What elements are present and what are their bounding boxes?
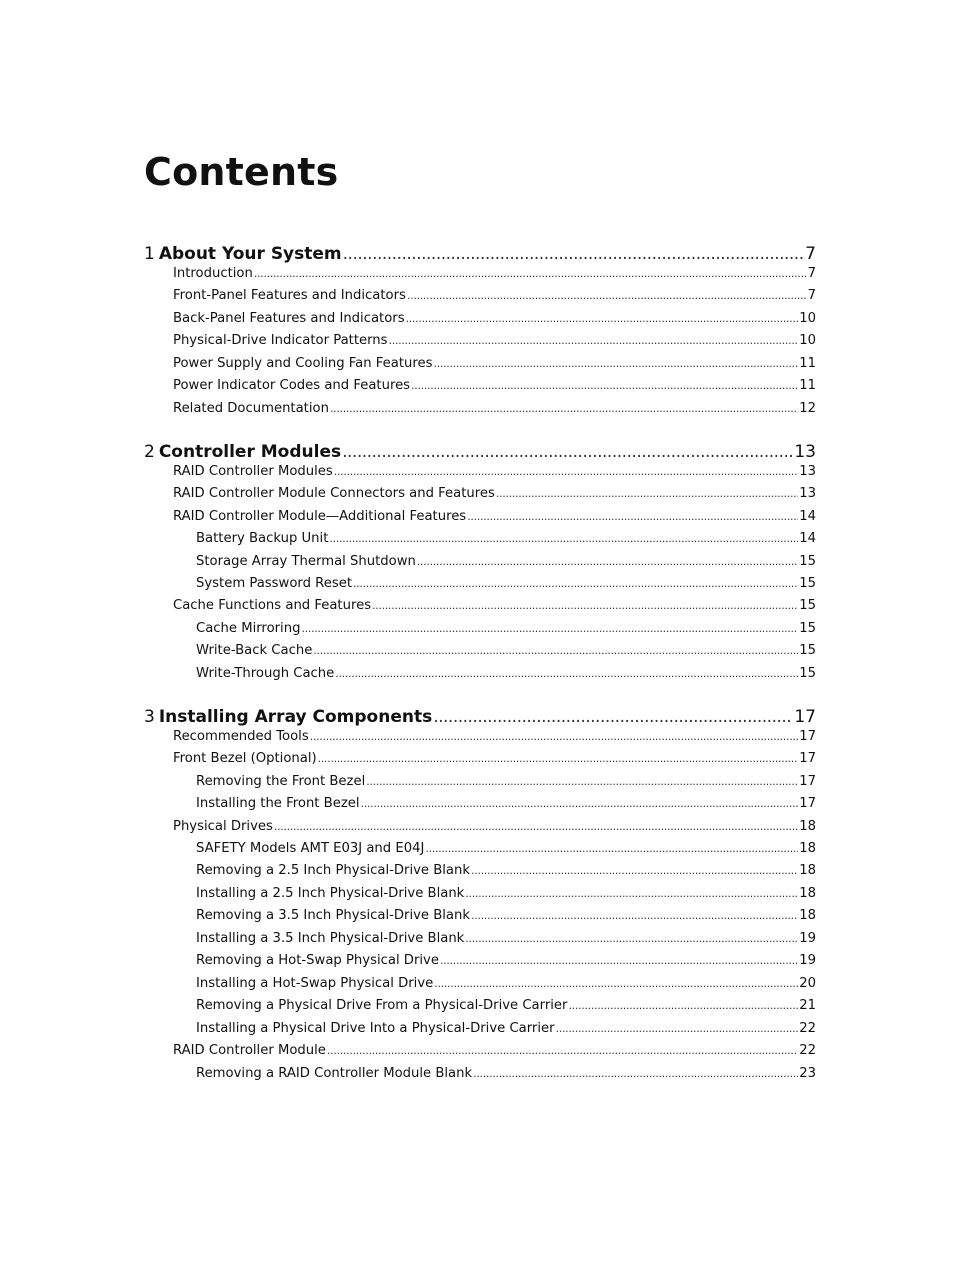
toc-entry[interactable] xyxy=(173,507,816,527)
toc-entry-title: Installing Array Components xyxy=(158,706,433,727)
toc-entry[interactable] xyxy=(196,951,816,971)
dot-leader xyxy=(434,354,799,374)
dot-leader xyxy=(417,552,798,572)
dot-leader xyxy=(407,286,807,306)
toc-entry-title: Storage Array Thermal Shutdown xyxy=(196,553,416,569)
toc-entry-title: Battery Backup Unit xyxy=(196,531,329,547)
toc-page-number: 15 xyxy=(799,575,816,591)
toc-entry-title: About Your System xyxy=(158,244,342,264)
toc-entry-title: Controller Modules xyxy=(158,441,342,462)
toc-entry-title: RAID Controller Module—Additional Features xyxy=(173,508,467,524)
dot-leader xyxy=(301,619,798,639)
toc-entry-title: Back-Panel Features and Indicators xyxy=(173,310,405,326)
chapter-number: 3 xyxy=(144,706,155,727)
dot-leader xyxy=(254,264,807,284)
toc-entry-title: Removing a Hot-Swap Physical Drive xyxy=(196,953,439,969)
toc-entry[interactable] xyxy=(196,974,816,994)
toc-entry[interactable] xyxy=(173,484,816,504)
toc-entry[interactable] xyxy=(196,794,816,814)
dot-leader xyxy=(433,705,793,729)
dot-leader xyxy=(471,906,798,926)
toc-entry-title: Installing the Front Bezel xyxy=(196,796,360,812)
toc-page-number: 14 xyxy=(799,508,816,524)
toc-entry-title: RAID Controller Modules xyxy=(173,463,333,479)
dot-leader xyxy=(389,331,799,351)
toc-entry[interactable] xyxy=(196,1064,816,1084)
toc-entry[interactable] xyxy=(196,552,816,572)
toc-page-number: 12 xyxy=(799,400,816,416)
toc-entry-title: RAID Controller Module Connectors and Features xyxy=(173,486,495,502)
dot-leader xyxy=(372,596,798,616)
toc-entry-title: Physical Drives xyxy=(173,818,273,834)
toc-entry[interactable] xyxy=(196,664,816,684)
toc-entry[interactable] xyxy=(196,884,816,904)
toc-page-number: 17 xyxy=(799,796,816,812)
toc-entry[interactable] xyxy=(196,861,816,881)
toc-page-number: 17 xyxy=(799,751,816,767)
toc-chapter[interactable] xyxy=(144,705,816,729)
toc-entry-title: Cache Mirroring xyxy=(196,620,301,636)
toc-entry[interactable] xyxy=(173,596,816,616)
toc-page-number: 20 xyxy=(799,975,816,991)
toc-entry-title: Removing a Physical Drive From a Physical-Drive Carrier xyxy=(196,998,568,1014)
toc-page-number: 22 xyxy=(799,1020,816,1036)
toc-page-number: 7 xyxy=(807,266,816,281)
dot-leader xyxy=(467,507,798,527)
toc-page-number: 19 xyxy=(799,930,816,946)
toc-entry[interactable] xyxy=(196,996,816,1016)
toc-page-number: 11 xyxy=(799,355,816,371)
dot-leader xyxy=(310,727,799,747)
toc-entry[interactable] xyxy=(196,574,816,594)
toc-page-number: 13 xyxy=(799,486,816,502)
toc-entry[interactable] xyxy=(173,727,816,747)
toc-page-number: 18 xyxy=(799,863,816,879)
chapter-number: 1 xyxy=(144,244,155,264)
dot-leader xyxy=(568,996,798,1016)
dot-leader xyxy=(556,1019,799,1039)
dot-leader xyxy=(342,440,793,464)
page-title: Contents xyxy=(144,150,339,194)
toc-page-number: 10 xyxy=(799,333,816,349)
toc-page-number: 23 xyxy=(799,1065,816,1081)
toc-page-number: 15 xyxy=(799,598,816,614)
toc-page-number: 10 xyxy=(799,310,816,326)
toc-page-number: 15 xyxy=(799,665,816,681)
dot-leader xyxy=(343,242,805,266)
dot-leader xyxy=(473,1064,798,1084)
toc-entry[interactable] xyxy=(196,929,816,949)
toc-entry-title: SAFETY Models AMT E03J and E04J xyxy=(196,841,425,856)
toc-entry-title: Related Documentation xyxy=(173,400,329,416)
dot-leader xyxy=(335,664,798,684)
dot-leader xyxy=(406,309,799,329)
toc-entry[interactable] xyxy=(196,529,816,549)
toc-entry-title: Introduction xyxy=(173,266,253,281)
toc-page-number: 15 xyxy=(799,620,816,636)
dot-leader xyxy=(366,772,798,792)
toc-page-number: 7 xyxy=(807,288,816,304)
toc-entry[interactable] xyxy=(196,839,816,859)
toc-entry[interactable] xyxy=(173,817,816,837)
toc-page-number: 7 xyxy=(805,244,816,264)
toc-entry[interactable] xyxy=(173,399,816,419)
toc-page-number: 18 xyxy=(799,885,816,901)
toc-chapter[interactable] xyxy=(144,242,816,266)
dot-leader xyxy=(330,399,798,419)
toc-entry-title: Write-Back Cache xyxy=(196,643,313,659)
dot-leader xyxy=(334,462,798,482)
toc-page-number: 18 xyxy=(799,908,816,924)
dot-leader xyxy=(411,376,798,396)
toc-entry[interactable] xyxy=(196,619,816,639)
toc-entry-title: Installing a 3.5 Inch Physical-Drive Blank xyxy=(196,930,465,946)
toc-entry-title: Power Indicator Codes and Features xyxy=(173,378,411,394)
chapter-number: 2 xyxy=(144,441,155,462)
toc-entry[interactable] xyxy=(196,1019,816,1039)
toc-entry-title: Write-Through Cache xyxy=(196,665,335,681)
dot-leader xyxy=(440,951,798,971)
toc-entry-title: System Password Reset xyxy=(196,575,352,591)
toc-page-number: 19 xyxy=(799,953,816,969)
toc-page-number: 21 xyxy=(799,998,816,1014)
toc-entry[interactable] xyxy=(173,1041,816,1061)
toc-entry-title: Physical-Drive Indicator Patterns xyxy=(173,333,388,349)
toc-entry[interactable] xyxy=(173,331,816,351)
dot-leader xyxy=(465,929,798,949)
toc-entry[interactable] xyxy=(173,462,816,482)
toc-page-number: 18 xyxy=(799,841,816,856)
toc-page-number: 11 xyxy=(799,378,816,394)
toc-entry-title: Removing a RAID Controller Module Blank xyxy=(196,1065,473,1081)
toc-entry-title: Installing a Physical Drive Into a Physical-Drive Carrier xyxy=(196,1020,555,1036)
dot-leader xyxy=(434,974,798,994)
toc-entry-title: Front-Panel Features and Indicators xyxy=(173,288,406,304)
toc-entry-title: Removing a 2.5 Inch Physical-Drive Blank xyxy=(196,863,471,879)
toc-page-number: 18 xyxy=(799,818,816,834)
toc-page-number: 17 xyxy=(799,728,816,744)
dot-leader xyxy=(329,529,798,549)
dot-leader xyxy=(361,794,799,814)
toc-entry[interactable] xyxy=(173,286,816,306)
toc-entry[interactable] xyxy=(173,749,816,769)
toc-page-number: 17 xyxy=(794,706,816,727)
toc-entry[interactable] xyxy=(173,354,816,374)
toc-page-number: 17 xyxy=(799,773,816,789)
toc-entry-title: Recommended Tools xyxy=(173,728,309,744)
dot-leader xyxy=(496,484,798,504)
toc-page-number: 15 xyxy=(799,553,816,569)
toc-entry[interactable] xyxy=(173,264,816,284)
dot-leader xyxy=(353,574,798,594)
dot-leader xyxy=(425,839,798,859)
toc-entry-title: Removing the Front Bezel xyxy=(196,773,366,789)
dot-leader xyxy=(313,641,798,661)
toc-page-number: 14 xyxy=(799,531,816,547)
toc-entry-title: Removing a 3.5 Inch Physical-Drive Blank xyxy=(196,908,471,924)
dot-leader xyxy=(327,1041,798,1061)
dot-leader xyxy=(465,884,798,904)
toc-entry-title: Power Supply and Cooling Fan Features xyxy=(173,355,433,371)
dot-leader xyxy=(318,749,799,769)
toc-entry-title: Installing a Hot-Swap Physical Drive xyxy=(196,975,434,991)
dot-leader xyxy=(274,817,798,837)
toc-entry[interactable] xyxy=(173,309,816,329)
toc-entry-title: RAID Controller Module xyxy=(173,1043,326,1059)
toc-chapter[interactable] xyxy=(144,440,816,464)
toc-entry-title: Front Bezel (Optional) xyxy=(173,751,317,767)
toc-entry[interactable] xyxy=(196,906,816,926)
toc-page-number: 13 xyxy=(794,441,816,462)
toc-page-number: 13 xyxy=(799,463,816,479)
toc-page-number: 22 xyxy=(799,1043,816,1059)
toc-entry[interactable] xyxy=(196,641,816,661)
toc-entry[interactable] xyxy=(196,772,816,792)
toc-entry[interactable] xyxy=(173,376,816,396)
toc-entry-title: Installing a 2.5 Inch Physical-Drive Blank xyxy=(196,885,465,901)
toc-page-number: 15 xyxy=(799,643,816,659)
toc-entry-title: Cache Functions and Features xyxy=(173,598,372,614)
dot-leader xyxy=(471,861,798,881)
